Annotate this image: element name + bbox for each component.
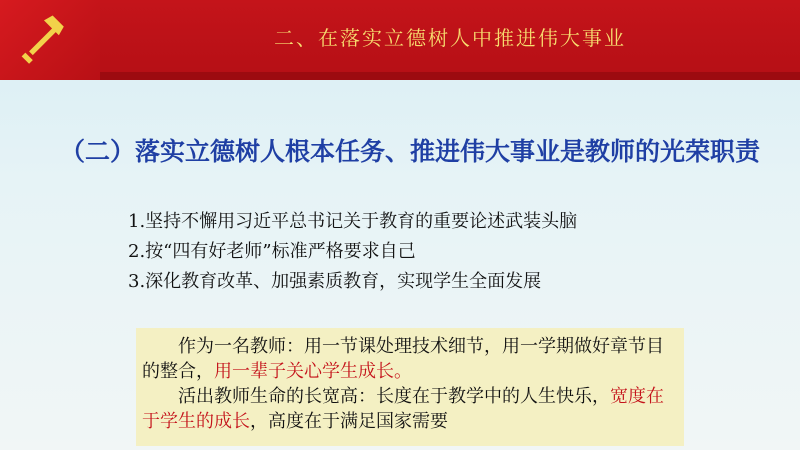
note-box [136, 328, 684, 446]
note-paragraph-1 [142, 334, 678, 384]
note-text: 作为一名教师：用一节课处理技术细节，用一学期做好章节目的整合， [142, 336, 664, 382]
note-text: ，高度在于满足国家需要 [250, 411, 448, 432]
list-item: 2.按“四有好老师”标准严格要求自己 [128, 241, 416, 262]
list-item: 1.坚持不懈用习近平总书记关于教育的重要论述武装头脑 [128, 211, 578, 232]
note-paragraph-2 [142, 384, 678, 434]
note-highlight: 用一辈子关心学生成长。 [214, 361, 412, 382]
points-list [128, 207, 748, 297]
slide-subtitle: （二）落实立德树人根本任务、推进伟大事业是教师的光荣职责 [60, 137, 761, 166]
list-item: 3.深化教育改革、加强素质教育，实现学生全面发展 [128, 271, 542, 292]
note-highlight: 宽度在于学生的成长 [142, 386, 664, 432]
header-strip [100, 72, 800, 80]
hammer-sickle-icon [8, 8, 70, 70]
note-text: 活出教师生命的长宽高：长度在于教学中的人生快乐， [178, 386, 610, 407]
header-banner [0, 0, 800, 80]
emblem-box [0, 0, 100, 80]
header-title: 二、在落实立德树人中推进伟大事业 [274, 25, 626, 50]
